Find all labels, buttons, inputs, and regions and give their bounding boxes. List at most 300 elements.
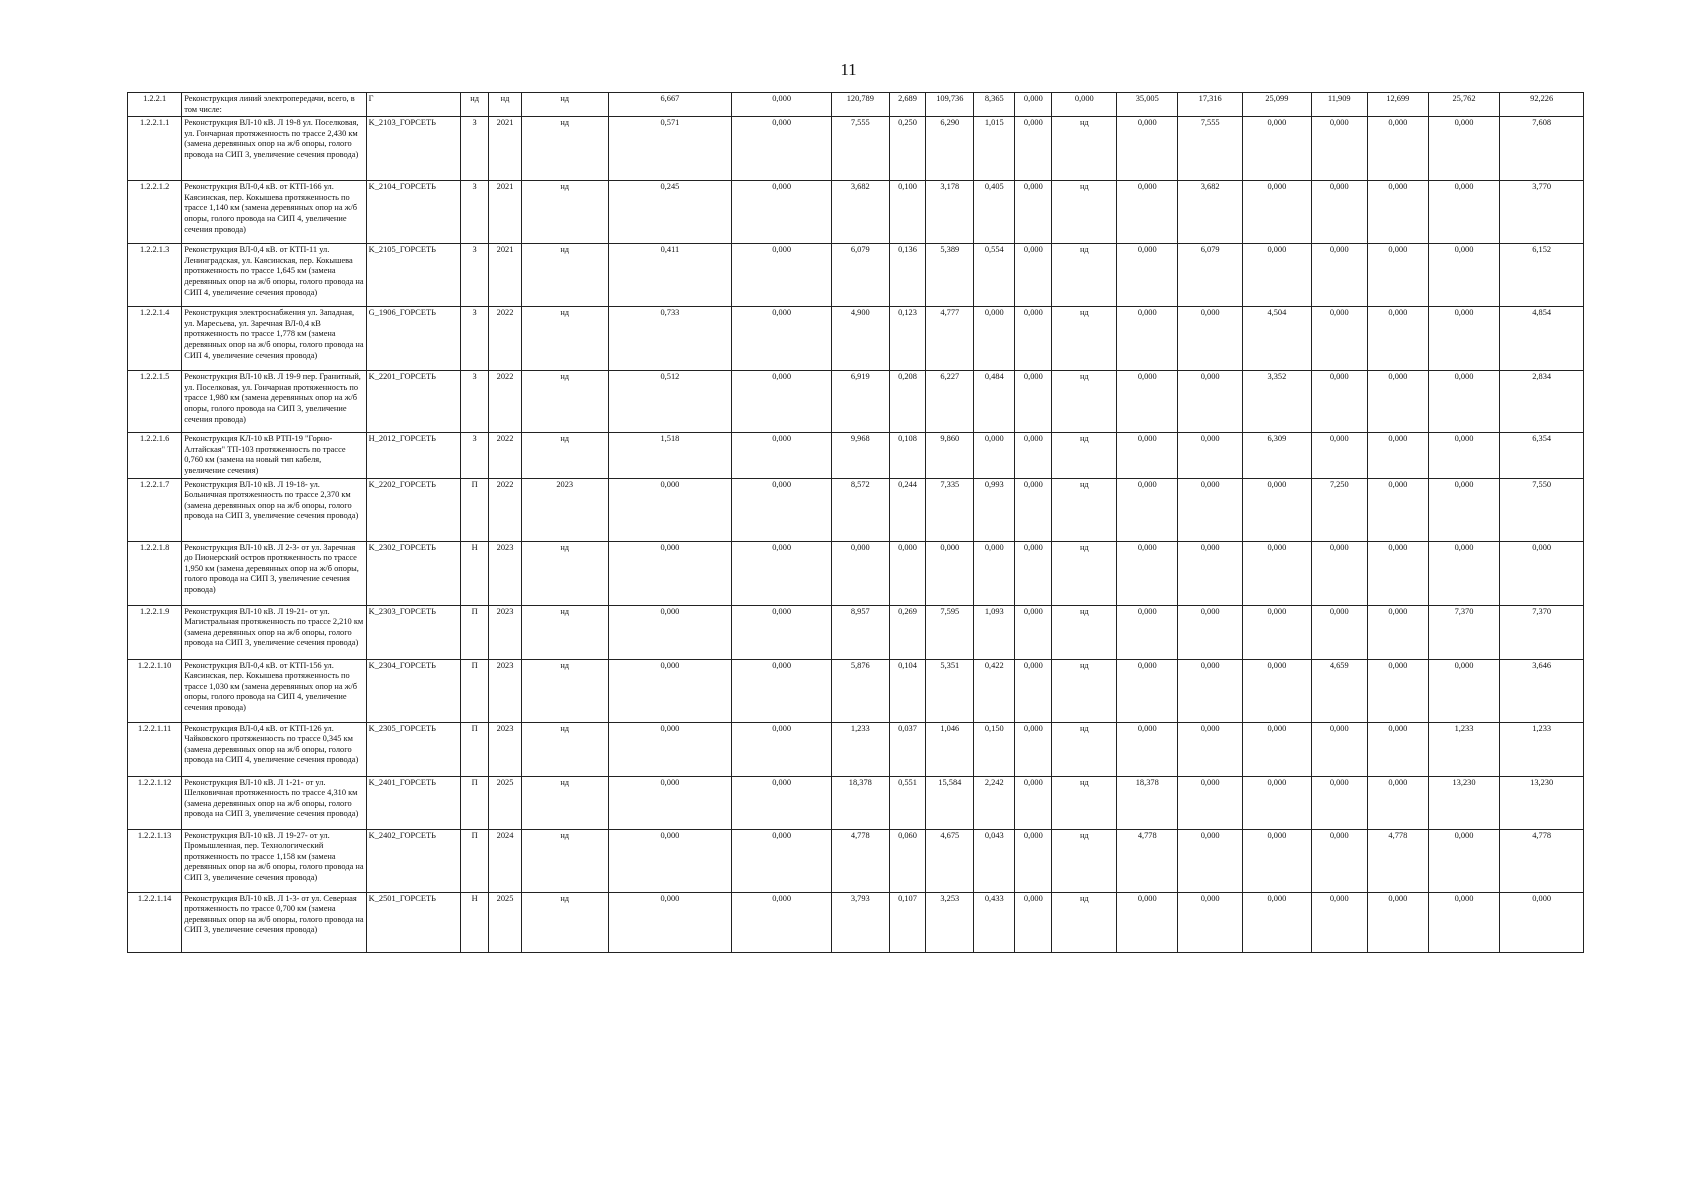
cell-cost-design: 0,037 <box>889 722 926 776</box>
table-row <box>128 371 1584 433</box>
cell-col-value-1: 0,000 <box>608 722 732 776</box>
cell-plan-year-5: 12,699 <box>1367 93 1428 117</box>
cell-project-code: K_2401_ГОРСЕТЬ <box>366 776 460 829</box>
cell-plan-year-5: 0,000 <box>1367 722 1428 776</box>
cell-plan-year-2: 7,555 <box>1178 117 1243 181</box>
cell-description: Реконструкция ВЛ-0,4 кВ. от КТП-166 ул. Каясинская, пер. Кокышева протяженность по трассе 1,140 км (замена деревянных опор на ж/б опоры, голого провода на СИП 4, увеличение сечения провода) <box>182 181 366 244</box>
cell-year-end: нд <box>521 659 608 722</box>
cell-description: Реконструкция ВЛ-10 кВ. Л 19-27- от ул. Промышленная, пер. Технологический протяженность по трассе 1,158 км (замена деревянных опор на ж/б опоры, голого провода на СИП 3, увеличение сечения провода) <box>182 829 366 892</box>
cell-cost-other: 0,000 <box>974 307 1015 371</box>
cell-cost-total: 9,968 <box>832 433 890 478</box>
cell-cost-total: 3,682 <box>832 181 890 244</box>
cell-cost-equipment: 9,860 <box>926 433 974 478</box>
cell-total-value: 6,152 <box>1500 244 1584 307</box>
cell-plan-year-4: 0,000 <box>1311 244 1367 307</box>
cell-year-start: 2023 <box>489 605 522 659</box>
cell-plan-year-3: 0,000 <box>1243 541 1311 605</box>
cell-description: Реконструкция ВЛ-0,4 кВ. от КТП-11 ул. Ленинградская, ул. Каясинская, пер. Кокышева протяженность по трассе 1,645 км (замена деревянных опор на ж/б опоры, голого провода на СИП 4, увеличение сечения провода) <box>182 244 366 307</box>
cell-description: Реконструкция ВЛ-10 кВ. Л 19-9 пер. Гранитный, ул. Поселковая, ул. Гончарная протяженность по трассе 1,980 км (замена деревянных опор на ж/б опоры, голого провода на СИП 3, увеличение сечения провода) <box>182 371 366 433</box>
cell-cost-extra: 0,000 <box>1015 659 1052 722</box>
cell-plan-year-3: 0,000 <box>1243 892 1311 952</box>
cell-description: Реконструкция ВЛ-0,4 кВ. от КТП-156 ул. Каясинская, пер. Кокышева протяженность по трассе 1,030 км (замена деревянных опор на ж/б опоры, голого провода на СИП 4, увеличение сечения провода) <box>182 659 366 722</box>
cell-cost-design: 0,107 <box>889 892 926 952</box>
cell-col-value-1: 0,571 <box>608 117 732 181</box>
cell-col-value-2: 0,000 <box>732 371 832 433</box>
cell-year-end: нд <box>521 433 608 478</box>
cell-project-code: H_2012_ГОРСЕТЬ <box>366 433 460 478</box>
cell-total-value: 92,226 <box>1500 93 1584 117</box>
cell-plan-year-5: 0,000 <box>1367 605 1428 659</box>
cell-plan-year-4: 4,659 <box>1311 659 1367 722</box>
cell-stage: П <box>461 829 489 892</box>
cell-stage: З <box>461 433 489 478</box>
table-row <box>128 433 1584 478</box>
cell-stage: Н <box>461 892 489 952</box>
cell-plan-year-5: 0,000 <box>1367 478 1428 541</box>
cell-cost-other: 0,000 <box>974 433 1015 478</box>
cell-row-id: 1.2.2.1.8 <box>128 541 182 605</box>
cell-total-value: 13,230 <box>1500 776 1584 829</box>
table-row <box>128 93 1584 117</box>
cell-col-value-2: 0,000 <box>732 181 832 244</box>
cell-cost-equipment: 7,335 <box>926 478 974 541</box>
cell-plan-total: 0,000 <box>1428 433 1500 478</box>
cell-plan-year-3: 0,000 <box>1243 117 1311 181</box>
cell-year-start: 2025 <box>489 776 522 829</box>
cell-plan-total: 0,000 <box>1428 892 1500 952</box>
cell-total-value: 4,854 <box>1500 307 1584 371</box>
cell-stage: З <box>461 307 489 371</box>
cell-col-value-2: 0,000 <box>732 605 832 659</box>
cell-total-value: 7,370 <box>1500 605 1584 659</box>
cell-plan-year-1: 0,000 <box>1117 605 1178 659</box>
cell-plan-year-5: 0,000 <box>1367 433 1428 478</box>
cell-year-start: 2022 <box>489 307 522 371</box>
cell-cost-extra: 0,000 <box>1015 93 1052 117</box>
cell-description: Реконструкция КЛ-10 кВ РТП-19 "Горно-Алтайская" ТП-103 протяженность по трассе 0,760 км (замена на новый тип кабеля, увеличение сечения) <box>182 433 366 478</box>
cell-plan-year-4: 0,000 <box>1311 892 1367 952</box>
cell-description: Реконструкция электроснабжения ул. Западная, ул. Маресьева, ул. Заречная ВЛ-0,4 кВ протяженность по трассе 1,778 км (замена деревянных опор на ж/б опоры, голого провода на СИП 4, увеличение сечения провода) <box>182 307 366 371</box>
cell-year-end: нд <box>521 244 608 307</box>
cell-cost-other: 2,242 <box>974 776 1015 829</box>
cell-col-value-2: 0,000 <box>732 776 832 829</box>
cell-financing-status: нд <box>1052 244 1117 307</box>
cell-plan-year-1: 18,378 <box>1117 776 1178 829</box>
cell-description: Реконструкция ВЛ-10 кВ. Л 19-18- ул. Больничная протяженность по трассе 2,370 км (замена деревянных опор на ж/б опоры, голого провода на СИП 3, увеличение сечения провода) <box>182 478 366 541</box>
table-row <box>128 776 1584 829</box>
cell-description: Реконструкция ВЛ-10 кВ. Л 19-21- от ул. Магистральная протяженность по трассе 2,210 км (замена деревянных опор на ж/б опоры, голого провода на СИП 3, увеличение сечения провода) <box>182 605 366 659</box>
table-row <box>128 307 1584 371</box>
cell-plan-year-4: 0,000 <box>1311 722 1367 776</box>
cell-cost-extra: 0,000 <box>1015 433 1052 478</box>
table-body <box>128 93 1584 953</box>
cell-cost-extra: 0,000 <box>1015 605 1052 659</box>
cell-plan-year-1: 0,000 <box>1117 307 1178 371</box>
cell-plan-year-2: 0,000 <box>1178 371 1243 433</box>
cell-col-value-1: 0,000 <box>608 605 732 659</box>
cell-plan-year-2: 0,000 <box>1178 722 1243 776</box>
cell-plan-year-2: 0,000 <box>1178 433 1243 478</box>
cell-year-start: нд <box>489 93 522 117</box>
table-row <box>128 117 1584 181</box>
cell-cost-design: 0,000 <box>889 541 926 605</box>
cell-project-code: K_2302_ГОРСЕТЬ <box>366 541 460 605</box>
cell-year-start: 2022 <box>489 433 522 478</box>
cell-cost-extra: 0,000 <box>1015 541 1052 605</box>
cell-row-id: 1.2.2.1 <box>128 93 182 117</box>
cell-cost-design: 0,269 <box>889 605 926 659</box>
cell-cost-other: 1,015 <box>974 117 1015 181</box>
cell-plan-year-2: 17,316 <box>1178 93 1243 117</box>
cell-row-id: 1.2.2.1.9 <box>128 605 182 659</box>
cell-plan-year-3: 0,000 <box>1243 829 1311 892</box>
table-row <box>128 605 1584 659</box>
cell-financing-status: нд <box>1052 541 1117 605</box>
cell-total-value: 2,834 <box>1500 371 1584 433</box>
cell-stage: П <box>461 776 489 829</box>
cell-plan-year-5: 0,000 <box>1367 541 1428 605</box>
cell-year-end: нд <box>521 307 608 371</box>
cell-year-start: 2025 <box>489 892 522 952</box>
cell-plan-year-2: 0,000 <box>1178 541 1243 605</box>
cell-plan-year-2: 0,000 <box>1178 776 1243 829</box>
cell-stage: З <box>461 244 489 307</box>
cell-col-value-1: 0,512 <box>608 371 732 433</box>
cell-plan-year-3: 4,504 <box>1243 307 1311 371</box>
cell-col-value-2: 0,000 <box>732 307 832 371</box>
cell-stage: З <box>461 181 489 244</box>
cell-plan-year-4: 7,250 <box>1311 478 1367 541</box>
investment-program-table <box>127 92 1584 953</box>
cell-col-value-2: 0,000 <box>732 541 832 605</box>
cell-plan-total: 0,000 <box>1428 541 1500 605</box>
cell-project-code: K_2402_ГОРСЕТЬ <box>366 829 460 892</box>
cell-cost-design: 0,136 <box>889 244 926 307</box>
cell-plan-year-4: 0,000 <box>1311 117 1367 181</box>
cell-financing-status: нд <box>1052 433 1117 478</box>
cell-col-value-2: 0,000 <box>732 478 832 541</box>
cell-year-start: 2023 <box>489 541 522 605</box>
table-row <box>128 829 1584 892</box>
cell-stage: нд <box>461 93 489 117</box>
cell-cost-extra: 0,000 <box>1015 371 1052 433</box>
cell-year-start: 2021 <box>489 181 522 244</box>
cell-col-value-1: 0,411 <box>608 244 732 307</box>
cell-col-value-1: 0,000 <box>608 659 732 722</box>
cell-cost-other: 1,093 <box>974 605 1015 659</box>
cell-col-value-1: 1,518 <box>608 433 732 478</box>
cell-cost-other: 0,422 <box>974 659 1015 722</box>
cell-cost-equipment: 1,046 <box>926 722 974 776</box>
cell-cost-total: 5,876 <box>832 659 890 722</box>
cell-cost-design: 0,208 <box>889 371 926 433</box>
cell-cost-total: 4,900 <box>832 307 890 371</box>
cell-total-value: 0,000 <box>1500 892 1584 952</box>
cell-year-end: нд <box>521 117 608 181</box>
cell-cost-extra: 0,000 <box>1015 307 1052 371</box>
cell-year-start: 2023 <box>489 722 522 776</box>
cell-plan-year-2: 0,000 <box>1178 829 1243 892</box>
cell-year-end: нд <box>521 93 608 117</box>
cell-financing-status: нд <box>1052 371 1117 433</box>
cell-cost-equipment: 5,389 <box>926 244 974 307</box>
table-row <box>128 659 1584 722</box>
cell-financing-status: нд <box>1052 478 1117 541</box>
cell-col-value-1: 0,000 <box>608 478 732 541</box>
cell-financing-status: нд <box>1052 307 1117 371</box>
cell-plan-year-1: 0,000 <box>1117 433 1178 478</box>
cell-cost-design: 0,551 <box>889 776 926 829</box>
cell-plan-year-1: 4,778 <box>1117 829 1178 892</box>
cell-plan-year-4: 11,909 <box>1311 93 1367 117</box>
cell-plan-year-3: 0,000 <box>1243 244 1311 307</box>
cell-cost-total: 8,572 <box>832 478 890 541</box>
cell-plan-year-5: 0,000 <box>1367 371 1428 433</box>
cell-total-value: 6,354 <box>1500 433 1584 478</box>
table-row <box>128 244 1584 307</box>
cell-plan-year-5: 0,000 <box>1367 892 1428 952</box>
cell-project-code: K_2303_ГОРСЕТЬ <box>366 605 460 659</box>
cell-financing-status: нд <box>1052 117 1117 181</box>
cell-plan-year-3: 0,000 <box>1243 776 1311 829</box>
cell-col-value-2: 0,000 <box>732 829 832 892</box>
cell-cost-other: 0,484 <box>974 371 1015 433</box>
cell-cost-total: 18,378 <box>832 776 890 829</box>
cell-col-value-2: 0,000 <box>732 659 832 722</box>
cell-plan-year-2: 0,000 <box>1178 307 1243 371</box>
cell-project-code: K_2103_ГОРСЕТЬ <box>366 117 460 181</box>
cell-cost-design: 0,244 <box>889 478 926 541</box>
cell-plan-year-3: 0,000 <box>1243 181 1311 244</box>
cell-financing-status: нд <box>1052 892 1117 952</box>
cell-plan-year-5: 0,000 <box>1367 244 1428 307</box>
cell-cost-equipment: 6,290 <box>926 117 974 181</box>
cell-plan-year-4: 0,000 <box>1311 541 1367 605</box>
cell-row-id: 1.2.2.1.12 <box>128 776 182 829</box>
cell-stage: П <box>461 722 489 776</box>
cell-col-value-2: 0,000 <box>732 433 832 478</box>
cell-year-start: 2021 <box>489 244 522 307</box>
cell-cost-extra: 0,000 <box>1015 478 1052 541</box>
cell-cost-total: 0,000 <box>832 541 890 605</box>
cell-cost-design: 0,060 <box>889 829 926 892</box>
cell-col-value-2: 0,000 <box>732 722 832 776</box>
cell-financing-status: нд <box>1052 829 1117 892</box>
cell-plan-year-5: 0,000 <box>1367 776 1428 829</box>
table-row <box>128 892 1584 952</box>
cell-financing-status: нд <box>1052 722 1117 776</box>
cell-row-id: 1.2.2.1.11 <box>128 722 182 776</box>
cell-financing-status: нд <box>1052 605 1117 659</box>
cell-plan-year-1: 0,000 <box>1117 244 1178 307</box>
cell-plan-year-3: 0,000 <box>1243 722 1311 776</box>
cell-cost-equipment: 3,178 <box>926 181 974 244</box>
cell-col-value-2: 0,000 <box>732 117 832 181</box>
cell-description: Реконструкция линий электропередачи, всего, в том числе: <box>182 93 366 117</box>
cell-col-value-2: 0,000 <box>732 93 832 117</box>
cell-project-code: G_1906_ГОРСЕТЬ <box>366 307 460 371</box>
cell-plan-year-1: 0,000 <box>1117 371 1178 433</box>
cell-cost-total: 6,079 <box>832 244 890 307</box>
cell-year-end: нд <box>521 892 608 952</box>
cell-plan-year-2: 0,000 <box>1178 659 1243 722</box>
cell-cost-extra: 0,000 <box>1015 722 1052 776</box>
cell-plan-year-4: 0,000 <box>1311 371 1367 433</box>
cell-total-value: 7,550 <box>1500 478 1584 541</box>
cell-col-value-1: 0,000 <box>608 892 732 952</box>
cell-cost-equipment: 5,351 <box>926 659 974 722</box>
cell-plan-year-5: 0,000 <box>1367 181 1428 244</box>
cell-col-value-1: 0,733 <box>608 307 732 371</box>
cell-cost-extra: 0,000 <box>1015 181 1052 244</box>
cell-year-end: нд <box>521 181 608 244</box>
cell-plan-year-4: 0,000 <box>1311 829 1367 892</box>
cell-row-id: 1.2.2.1.14 <box>128 892 182 952</box>
cell-project-code: K_2501_ГОРСЕТЬ <box>366 892 460 952</box>
cell-plan-year-2: 6,079 <box>1178 244 1243 307</box>
cell-year-start: 2022 <box>489 371 522 433</box>
cell-cost-extra: 0,000 <box>1015 244 1052 307</box>
cell-description: Реконструкция ВЛ-10 кВ. Л 19-8 ул. Поселковая, ул. Гончарная протяженность по трассе 2,430 км (замена деревянных опор на ж/б опоры, голого провода на СИП 3, увеличение сечения провода) <box>182 117 366 181</box>
cell-cost-equipment: 3,253 <box>926 892 974 952</box>
cell-cost-total: 4,778 <box>832 829 890 892</box>
cell-plan-total: 25,762 <box>1428 93 1500 117</box>
cell-total-value: 0,000 <box>1500 541 1584 605</box>
cell-col-value-2: 0,000 <box>732 244 832 307</box>
cell-plan-year-1: 0,000 <box>1117 659 1178 722</box>
cell-year-end: нд <box>521 776 608 829</box>
cell-plan-year-4: 0,000 <box>1311 433 1367 478</box>
cell-year-end: 2023 <box>521 478 608 541</box>
cell-description: Реконструкция ВЛ-10 кВ. Л 1-3- от ул. Северная протяженность по трассе 0,700 км (замена деревянных опор на ж/б опоры, голого провода на СИП 3, увеличение сечения провода) <box>182 892 366 952</box>
cell-cost-total: 6,919 <box>832 371 890 433</box>
cell-description: Реконструкция ВЛ-10 кВ. Л 1-21- от ул. Шелковичная протяженность по трассе 4,310 км (замена деревянных опор на ж/б опоры, голого провода на СИП 3, увеличение сечения провода) <box>182 776 366 829</box>
cell-description: Реконструкция ВЛ-10 кВ. Л 2-3- от ул. Заречная до Пионерский остров протяженность по трассе 1,950 км (замена деревянных опор на ж/б опоры, голого провода на СИП 3, увеличение сечения провода) <box>182 541 366 605</box>
cell-financing-status: нд <box>1052 776 1117 829</box>
cell-plan-year-3: 0,000 <box>1243 478 1311 541</box>
cell-cost-total: 3,793 <box>832 892 890 952</box>
cell-stage: П <box>461 659 489 722</box>
cell-plan-total: 7,370 <box>1428 605 1500 659</box>
cell-plan-total: 13,230 <box>1428 776 1500 829</box>
cell-cost-extra: 0,000 <box>1015 892 1052 952</box>
cell-col-value-1: 0,000 <box>608 541 732 605</box>
cell-cost-total: 8,957 <box>832 605 890 659</box>
cell-year-start: 2023 <box>489 659 522 722</box>
cell-row-id: 1.2.2.1.2 <box>128 181 182 244</box>
cell-project-code: K_2201_ГОРСЕТЬ <box>366 371 460 433</box>
cell-cost-equipment: 7,595 <box>926 605 974 659</box>
cell-cost-extra: 0,000 <box>1015 776 1052 829</box>
cell-plan-total: 0,000 <box>1428 478 1500 541</box>
cell-plan-total: 0,000 <box>1428 244 1500 307</box>
cell-year-end: нд <box>521 722 608 776</box>
cell-stage: П <box>461 478 489 541</box>
cell-cost-other: 8,365 <box>974 93 1015 117</box>
cell-cost-equipment: 15,584 <box>926 776 974 829</box>
cell-total-value: 1,233 <box>1500 722 1584 776</box>
cell-plan-year-2: 0,000 <box>1178 605 1243 659</box>
cell-cost-other: 0,000 <box>974 541 1015 605</box>
cell-plan-year-1: 0,000 <box>1117 478 1178 541</box>
cell-plan-year-2: 3,682 <box>1178 181 1243 244</box>
cell-cost-other: 0,554 <box>974 244 1015 307</box>
cell-col-value-1: 6,667 <box>608 93 732 117</box>
cell-plan-year-5: 0,000 <box>1367 659 1428 722</box>
cell-cost-equipment: 109,736 <box>926 93 974 117</box>
cell-project-code: K_2105_ГОРСЕТЬ <box>366 244 460 307</box>
cell-financing-status: 0,000 <box>1052 93 1117 117</box>
cell-financing-status: нд <box>1052 181 1117 244</box>
cell-cost-equipment: 0,000 <box>926 541 974 605</box>
cell-cost-other: 0,150 <box>974 722 1015 776</box>
cell-col-value-1: 0,000 <box>608 776 732 829</box>
cell-year-start: 2022 <box>489 478 522 541</box>
cell-year-end: нд <box>521 605 608 659</box>
cell-project-code: K_2304_ГОРСЕТЬ <box>366 659 460 722</box>
cell-plan-year-3: 25,099 <box>1243 93 1311 117</box>
cell-stage: Н <box>461 541 489 605</box>
cell-cost-other: 0,043 <box>974 829 1015 892</box>
cell-plan-year-3: 0,000 <box>1243 659 1311 722</box>
cell-cost-other: 0,993 <box>974 478 1015 541</box>
cell-project-code: K_2305_ГОРСЕТЬ <box>366 722 460 776</box>
cell-cost-design: 2,689 <box>889 93 926 117</box>
cell-plan-year-1: 35,005 <box>1117 93 1178 117</box>
cell-row-id: 1.2.2.1.4 <box>128 307 182 371</box>
cell-plan-year-4: 0,000 <box>1311 776 1367 829</box>
table-row <box>128 478 1584 541</box>
table-row <box>128 181 1584 244</box>
cell-cost-equipment: 4,675 <box>926 829 974 892</box>
cell-plan-total: 1,233 <box>1428 722 1500 776</box>
cell-cost-equipment: 4,777 <box>926 307 974 371</box>
cell-plan-year-4: 0,000 <box>1311 605 1367 659</box>
cell-cost-design: 0,123 <box>889 307 926 371</box>
cell-cost-design: 0,104 <box>889 659 926 722</box>
cell-project-code: K_2202_ГОРСЕТЬ <box>366 478 460 541</box>
cell-project-code: K_2104_ГОРСЕТЬ <box>366 181 460 244</box>
cell-total-value: 7,608 <box>1500 117 1584 181</box>
cell-stage: З <box>461 117 489 181</box>
cell-row-id: 1.2.2.1.1 <box>128 117 182 181</box>
cell-row-id: 1.2.2.1.5 <box>128 371 182 433</box>
cell-total-value: 4,778 <box>1500 829 1584 892</box>
cell-cost-design: 0,108 <box>889 433 926 478</box>
cell-total-value: 3,646 <box>1500 659 1584 722</box>
cell-stage: П <box>461 605 489 659</box>
cell-row-id: 1.2.2.1.10 <box>128 659 182 722</box>
cell-cost-other: 0,405 <box>974 181 1015 244</box>
cell-plan-year-1: 0,000 <box>1117 722 1178 776</box>
cell-cost-other: 0,433 <box>974 892 1015 952</box>
cell-col-value-2: 0,000 <box>732 892 832 952</box>
cell-row-id: 1.2.2.1.6 <box>128 433 182 478</box>
cell-financing-status: нд <box>1052 659 1117 722</box>
cell-plan-year-3: 0,000 <box>1243 605 1311 659</box>
cell-plan-total: 0,000 <box>1428 371 1500 433</box>
cell-year-end: нд <box>521 829 608 892</box>
cell-row-id: 1.2.2.1.3 <box>128 244 182 307</box>
cell-total-value: 3,770 <box>1500 181 1584 244</box>
cell-stage: З <box>461 371 489 433</box>
cell-col-value-1: 0,245 <box>608 181 732 244</box>
cell-plan-year-4: 0,000 <box>1311 181 1367 244</box>
cell-year-start: 2021 <box>489 117 522 181</box>
table-row <box>128 722 1584 776</box>
page-number: 11 <box>840 60 857 79</box>
cell-plan-total: 0,000 <box>1428 117 1500 181</box>
